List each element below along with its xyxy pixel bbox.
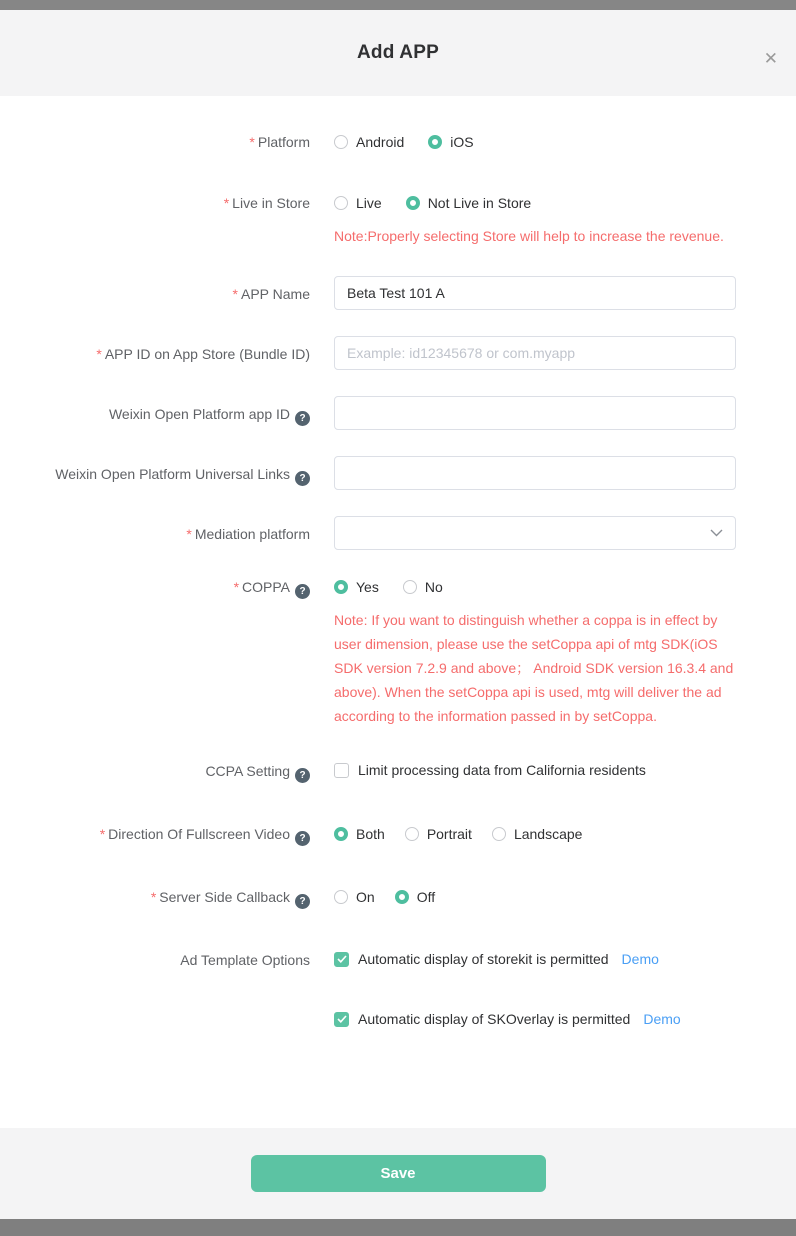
mediation-platform-label: * Mediation platform [186,526,310,542]
required-asterisk: * [186,526,192,542]
form-row-server-callback [0,886,796,909]
add-app-form [0,96,796,1128]
radio-coppa-no[interactable]: No [403,577,443,597]
weixin-app-id-label: Weixin Open Platform app ID ? [0,396,310,426]
form-row-app-name [0,276,796,310]
help-icon[interactable]: ? [295,584,310,599]
skoverlay-checkbox-row: Automatic display of SKOverlay is permitted Demo [334,1009,736,1029]
form-row-weixin-universal-links [0,456,796,490]
skoverlay-demo-link[interactable]: Demo [643,1011,681,1027]
page-top-bar [0,0,796,10]
radio-android[interactable]: Android [334,132,404,152]
help-icon[interactable]: ? [295,411,310,426]
help-icon[interactable]: ? [295,831,310,846]
form-row-ad-template [0,949,796,1029]
form-row-ccpa [0,760,796,783]
help-icon[interactable]: ? [295,894,310,909]
check-icon [337,1015,347,1023]
radio-live[interactable]: Live [334,193,382,213]
weixin-universal-links-label: Weixin Open Platform Universal Links ? [0,456,310,486]
page-title: Add APP [357,42,439,63]
radio-landscape[interactable]: Landscape [492,824,583,844]
platform-radio-group [334,131,736,152]
radio-checked-icon [334,827,348,841]
app-name-input[interactable] [334,276,736,310]
app-id-input[interactable] [334,336,736,370]
live-in-store-note: Note:Properly selecting Store will help to increase the revenue. [334,228,724,244]
radio-portrait[interactable]: Portrait [405,824,472,844]
app-id-label: * APP ID on App Store (Bundle ID) [96,346,310,362]
form-row-direction [0,823,796,846]
page-bottom-bar [0,1219,796,1236]
required-asterisk: * [96,346,102,362]
radio-coppa-yes[interactable]: Yes [334,577,379,597]
ad-template-label: Ad Template Options [180,952,310,968]
form-row-coppa [0,576,796,728]
required-asterisk: * [249,134,255,150]
check-icon [337,955,347,963]
checkbox-checked-icon[interactable] [334,952,349,967]
radio-checked-icon [406,196,420,210]
platform-label: * Platform [249,134,310,150]
direction-label: * Direction Of Fullscreen Video ? [0,823,310,846]
storekit-checkbox-row: Automatic display of storekit is permitted Demo [334,949,736,969]
direction-radio-group [334,823,736,844]
coppa-note: Note: If you want to distinguish whether a coppa is in effect by user dimension, please use the setCoppa api of mtg SDK(iOS SDK version 7.2.9 and above； Android SDK version 16.3.4 and above). When the setCoppa api is used, mtg will deliver the ad according to the information passed in by setCoppa. [334,612,734,724]
required-asterisk: * [233,579,240,595]
radio-checked-icon [395,890,409,904]
form-row-app-id [0,336,796,370]
help-icon[interactable]: ? [295,768,310,783]
mediation-platform-select[interactable] [334,516,736,550]
form-row-live-in-store [0,192,796,248]
form-row-platform [0,131,796,152]
radio-off[interactable]: Off [395,887,435,907]
checkbox-unchecked-icon [334,763,349,778]
required-asterisk: * [232,286,238,302]
server-callback-label: * Server Side Callback ? [0,886,310,909]
radio-both[interactable]: Both [334,824,385,844]
ccpa-label: CCPA Setting ? [0,760,310,783]
weixin-universal-links-input[interactable] [334,456,736,490]
checkbox-checked-icon[interactable] [334,1012,349,1027]
form-row-weixin-app-id [0,396,796,430]
required-asterisk: * [99,826,106,842]
radio-unchecked-icon [334,196,348,210]
modal-header [0,10,796,96]
required-asterisk: * [150,889,157,905]
server-callback-radio-group [334,886,736,907]
radio-unchecked-icon [334,890,348,904]
ccpa-checkbox[interactable]: Limit processing data from California residents [334,760,736,780]
live-in-store-radio-group [334,192,736,213]
radio-checked-icon [428,135,442,149]
close-icon[interactable]: ✕ [763,49,778,68]
storekit-demo-link[interactable]: Demo [621,951,659,967]
radio-checked-icon [334,580,348,594]
radio-unchecked-icon [492,827,506,841]
app-name-label: * APP Name [232,286,310,302]
weixin-app-id-input[interactable] [334,396,736,430]
radio-unchecked-icon [405,827,419,841]
modal-footer [0,1128,796,1219]
radio-unchecked-icon [403,580,417,594]
radio-on[interactable]: On [334,887,375,907]
radio-not-live-in-store[interactable]: Not Live in Store [406,193,532,213]
radio-ios[interactable]: iOS [428,132,473,152]
chevron-down-icon [710,529,723,537]
required-asterisk: * [223,195,230,211]
radio-unchecked-icon [334,135,348,149]
coppa-radio-group [334,576,736,597]
save-button[interactable]: Save [251,1155,546,1192]
form-row-mediation-platform [0,516,796,550]
live-in-store-label: * Live in Store [223,195,310,211]
help-icon[interactable]: ? [295,471,310,486]
coppa-label: * COPPA ? [0,576,310,599]
